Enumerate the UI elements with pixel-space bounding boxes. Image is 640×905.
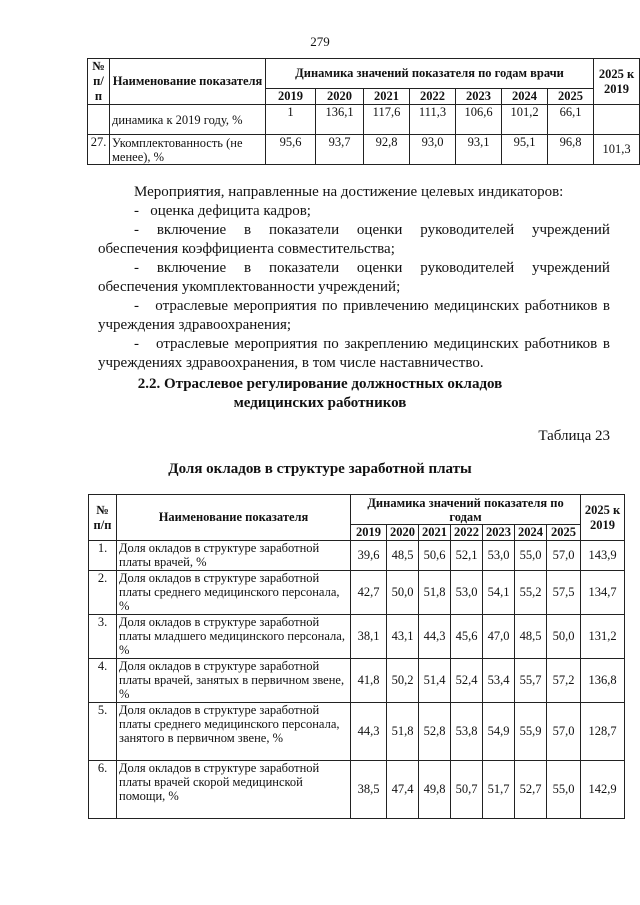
year-header: 2022: [451, 525, 483, 541]
word: показатели: [268, 222, 340, 238]
cell-value: 96,8: [548, 135, 594, 165]
cell-value: 53,0: [483, 541, 515, 571]
table-row: [89, 541, 625, 571]
measures-intro: Мероприятия, направленные на достижение целевых индикаторов:: [134, 184, 564, 200]
cell-value: 93,0: [410, 135, 456, 165]
table-row: [89, 703, 625, 761]
row-number: 5.: [89, 703, 117, 761]
cell-value: 44,3: [351, 703, 387, 761]
cell-value: 55,0: [515, 541, 547, 571]
salary-share-table: [88, 494, 625, 819]
cell-target: 131,2: [581, 615, 625, 659]
section-title: [0, 375, 640, 413]
cell-value: 93,7: [316, 135, 364, 165]
year-header: 2023: [483, 525, 515, 541]
cell-target: 101,3: [594, 135, 640, 165]
measure-item: - отраслевые мероприятия по закреплению медицинских работников в учреждениях здравоохранения, в том числе наставничество.: [98, 336, 614, 371]
year-header: 2024: [502, 89, 548, 105]
year-header: 2022: [410, 89, 456, 105]
cell-value: 53,8: [451, 703, 483, 761]
row-number: [88, 105, 110, 135]
word: в: [244, 260, 252, 276]
cell-value: 52,8: [419, 703, 451, 761]
row-label: Укомплектованность (не менее), %: [110, 135, 266, 165]
cell-value: 92,8: [364, 135, 410, 165]
cell-value: 136,1: [316, 105, 364, 135]
column-header-name: Наименование показателя: [110, 59, 266, 105]
measure-item: [98, 221, 610, 240]
table-title: Доля окладов в структуре заработной платы: [168, 461, 472, 477]
word: оценки: [356, 222, 403, 238]
cell-value: 50,7: [451, 761, 483, 819]
cell-value: 57,0: [547, 541, 581, 571]
cell-value: 42,7: [351, 571, 387, 615]
cell-value: 55,2: [515, 571, 547, 615]
year-header: 2025: [548, 89, 594, 105]
cell-value: 48,5: [387, 541, 419, 571]
cell-value: 51,4: [419, 659, 451, 703]
cell-value: 55,0: [547, 761, 581, 819]
cell-value: 38,5: [351, 761, 387, 819]
cell-value: 51,7: [483, 761, 515, 819]
table-row: [89, 571, 625, 615]
row-label: Доля окладов в структуре заработной платы среднего медицинского персонала, %: [117, 571, 351, 615]
word: в: [244, 222, 252, 238]
cell-value: 57,5: [547, 571, 581, 615]
year-header: 2024: [515, 525, 547, 541]
cell-value: 53,4: [483, 659, 515, 703]
cell-value: 50,0: [387, 571, 419, 615]
word: учреждений: [532, 222, 610, 238]
indicator-table-doctors: [87, 58, 640, 165]
cell-value: 53,0: [451, 571, 483, 615]
column-header-no: № п/п: [89, 495, 117, 541]
column-header-dynamics: Динамика значений показателя по годам врачи: [266, 59, 594, 89]
section-title-line: 2.2. Отраслевое регулирование должностных окладов: [137, 376, 503, 392]
cell-value: 95,6: [266, 135, 316, 165]
cell-value: 55,9: [515, 703, 547, 761]
cell-value: 45,6: [451, 615, 483, 659]
cell-value: 47,4: [387, 761, 419, 819]
year-header: 2021: [364, 89, 410, 105]
row-number: 6.: [89, 761, 117, 819]
cell-value: 66,1: [548, 105, 594, 135]
cell-value: 55,7: [515, 659, 547, 703]
word: оценки: [356, 260, 403, 276]
cell-value: 54,9: [483, 703, 515, 761]
row-label: динамика к 2019 году, %: [110, 105, 266, 135]
year-header: 2019: [351, 525, 387, 541]
column-header-target: 2025 к 2019: [581, 495, 625, 541]
cell-value: 51,8: [387, 703, 419, 761]
table-row: [88, 105, 640, 135]
row-label: Доля окладов в структуре заработной платы врачей, %: [117, 541, 351, 571]
page-number: 279: [310, 34, 330, 49]
row-number: 1.: [89, 541, 117, 571]
cell-target: 128,7: [581, 703, 625, 761]
table-row: [89, 615, 625, 659]
table-row: [88, 135, 640, 165]
cell-value: 41,8: [351, 659, 387, 703]
word: руководителей: [420, 260, 515, 276]
word: включение: [156, 222, 227, 238]
cell-value: 111,3: [410, 105, 456, 135]
column-header-target: 2025 к 2019: [594, 59, 640, 105]
word: -: [134, 222, 139, 238]
measure-item: - отраслевые мероприятия по привлечению медицинских работников в учреждения здравоохранения;: [98, 298, 614, 333]
measures-list: [98, 183, 614, 373]
section-title-line: медицинских работников: [233, 395, 407, 411]
cell-value: 44,3: [419, 615, 451, 659]
cell-target: 136,8: [581, 659, 625, 703]
cell-value: 95,1: [502, 135, 548, 165]
cell-value: 49,8: [419, 761, 451, 819]
cell-value: 101,2: [502, 105, 548, 135]
row-label: Доля окладов в структуре заработной платы младшего медицинского персонала, %: [117, 615, 351, 659]
cell-target: [594, 105, 640, 135]
year-header: 2019: [266, 89, 316, 105]
cell-value: 48,5: [515, 615, 547, 659]
column-header-name: Наименование показателя: [117, 495, 351, 541]
word: показатели: [268, 260, 340, 276]
year-header: 2023: [456, 89, 502, 105]
measure-item-continuation: обеспечения коэффициента совместительства;: [98, 241, 395, 257]
row-number: 3.: [89, 615, 117, 659]
word: руководителей: [420, 222, 515, 238]
cell-value: 47,0: [483, 615, 515, 659]
measure-item: [98, 259, 610, 278]
cell-value: 57,0: [547, 703, 581, 761]
measure-item-continuation: обеспечения укомплектованности учреждений;: [98, 279, 401, 295]
cell-value: 51,8: [419, 571, 451, 615]
row-number: 4.: [89, 659, 117, 703]
cell-value: 106,6: [456, 105, 502, 135]
cell-value: 52,4: [451, 659, 483, 703]
year-header: 2025: [547, 525, 581, 541]
cell-value: 93,1: [456, 135, 502, 165]
cell-value: 43,1: [387, 615, 419, 659]
cell-target: 143,9: [581, 541, 625, 571]
word: учреждений: [532, 260, 610, 276]
cell-value: 38,1: [351, 615, 387, 659]
row-label: Доля окладов в структуре заработной платы среднего медицинского персонала, занятого в первичном звене, %: [117, 703, 351, 761]
row-number: 2.: [89, 571, 117, 615]
column-header-dynamics: Динамика значений показателя по годам: [351, 495, 581, 525]
cell-value: 50,2: [387, 659, 419, 703]
year-header: 2020: [387, 525, 419, 541]
table-row: [89, 761, 625, 819]
word: включение: [156, 260, 227, 276]
row-label: Доля окладов в структуре заработной платы врачей скорой медицинской помощи, %: [117, 761, 351, 819]
cell-value: 52,7: [515, 761, 547, 819]
cell-value: 1: [266, 105, 316, 135]
year-header: 2021: [419, 525, 451, 541]
table-number: Таблица 23: [538, 428, 610, 444]
cell-target: 142,9: [581, 761, 625, 819]
word: -: [134, 260, 139, 276]
table-row: [89, 659, 625, 703]
cell-value: 57,2: [547, 659, 581, 703]
row-number: 27.: [88, 135, 110, 165]
row-label: Доля окладов в структуре заработной платы врачей, занятых в первичном звене, %: [117, 659, 351, 703]
measure-item: - оценка дефицита кадров;: [134, 203, 311, 219]
cell-value: 54,1: [483, 571, 515, 615]
column-header-no: № п/п: [88, 59, 110, 105]
cell-value: 117,6: [364, 105, 410, 135]
cell-value: 52,1: [451, 541, 483, 571]
year-header: 2020: [316, 89, 364, 105]
cell-value: 39,6: [351, 541, 387, 571]
cell-value: 50,6: [419, 541, 451, 571]
cell-value: 50,0: [547, 615, 581, 659]
cell-target: 134,7: [581, 571, 625, 615]
